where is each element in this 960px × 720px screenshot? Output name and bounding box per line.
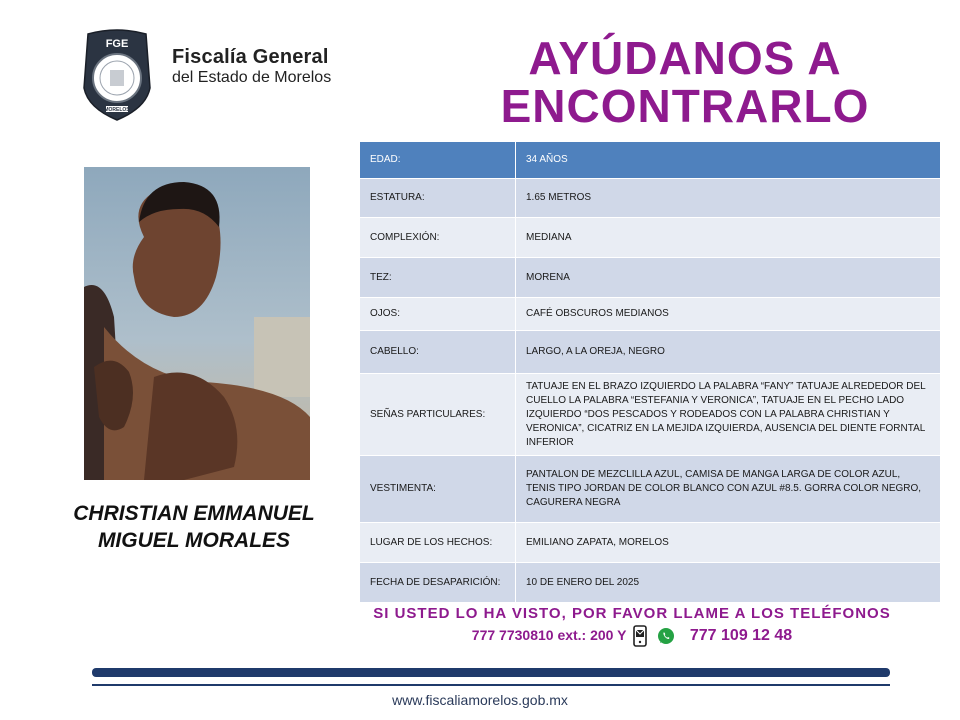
details-value: MEDIANA — [516, 218, 941, 258]
details-label: COMPLEXIÓN: — [360, 218, 516, 258]
phone-number-1[interactable]: 777 7730810 ext.: 200 Y — [471, 627, 627, 643]
logo-ring-text: MORELOS — [104, 107, 130, 113]
details-value: EMILIANO ZAPATA, MORELOS — [516, 523, 941, 563]
phone-number-2[interactable]: 777 109 12 48 — [689, 627, 793, 644]
details-label: LUGAR DE LOS HECHOS: — [360, 523, 516, 563]
details-row — [360, 563, 941, 603]
details-row — [360, 142, 941, 179]
whatsapp-icon — [657, 627, 675, 645]
headline-line-2: ENCONTRARLO — [500, 80, 870, 132]
details-value: 34 AÑOS — [516, 142, 941, 179]
details-row — [360, 456, 941, 523]
footer-website-link[interactable]: www.fiscaliamorelos.gob.mx — [392, 692, 568, 708]
call-to-action: SI USTED LO HA VISTO, POR FAVOR LLAME A LOS TELÉFONOS — [373, 605, 891, 622]
org-name: Fiscalía General — [172, 46, 329, 68]
details-row — [360, 374, 941, 456]
logo-text: FGE — [105, 38, 129, 50]
details-value: PANTALON DE MEZCLILLA AZUL, CAMISA DE MANGA LARGA DE COLOR AZUL, TENIS TIPO JORDAN DE COLOR BLANCO CON AZUL #8.5. GORRA COLOR NEGRO, CAGURERA NEGRA — [516, 456, 941, 523]
missing-person-photo — [84, 167, 310, 480]
phone-message-icon — [633, 625, 647, 647]
details-label: FECHA DE DESAPARICIÓN: — [360, 563, 516, 603]
details-row — [360, 523, 941, 563]
details-label: TEZ: — [360, 258, 516, 298]
details-label: CABELLO: — [360, 331, 516, 374]
headline — [470, 34, 900, 130]
details-label: OJOS: — [360, 298, 516, 331]
missing-person-name — [44, 500, 344, 554]
phone-numbers — [352, 624, 912, 647]
details-value: MORENA — [516, 258, 941, 298]
details-value: 1.65 METROS — [516, 179, 941, 218]
details-row — [360, 331, 941, 374]
footer-bar — [92, 668, 890, 677]
details-label: EDAD: — [360, 142, 516, 179]
details-row — [360, 179, 941, 218]
details-table — [359, 141, 941, 603]
details-value: TATUAJE EN EL BRAZO IZQUIERDO LA PALABRA “FANY” TATUAJE ALREDEDOR DEL CUELLO LA PALABRA “ESTEFANIA Y VERONICA”, TATUAJE EN EL PECHO LADO IZQUIERDO “DOS PESCADOS Y RODEADOS CON LA PALABRA CHRISTIAN Y VERONICA”, CICATRIZ EN LA MEJIDA IZQUIERDA, AUSENCIA DEL DIENTE FORNTAL INFERIOR — [516, 374, 941, 456]
details-label: SEÑAS PARTICULARES: — [360, 374, 516, 456]
org-subtitle: del Estado de Morelos — [172, 69, 332, 86]
details-value: LARGO, A LA OREJA, NEGRO — [516, 331, 941, 374]
headline-line-1: AYÚDANOS A — [528, 32, 842, 84]
fge-shield-logo-icon — [80, 28, 154, 122]
details-label: VESTIMENTA: — [360, 456, 516, 523]
name-line-2: MIGUEL MORALES — [97, 529, 291, 552]
details-value: 10 DE ENERO DEL 2025 — [516, 563, 941, 603]
details-row — [360, 258, 941, 298]
details-label: ESTATURA: — [360, 179, 516, 218]
details-value: CAFÉ OBSCUROS MEDIANOS — [516, 298, 941, 331]
organization-title — [172, 46, 331, 88]
details-row — [360, 218, 941, 258]
footer-rule — [92, 684, 890, 686]
name-line-1: CHRISTIAN EMMANUEL — [73, 502, 315, 525]
details-row — [360, 298, 941, 331]
